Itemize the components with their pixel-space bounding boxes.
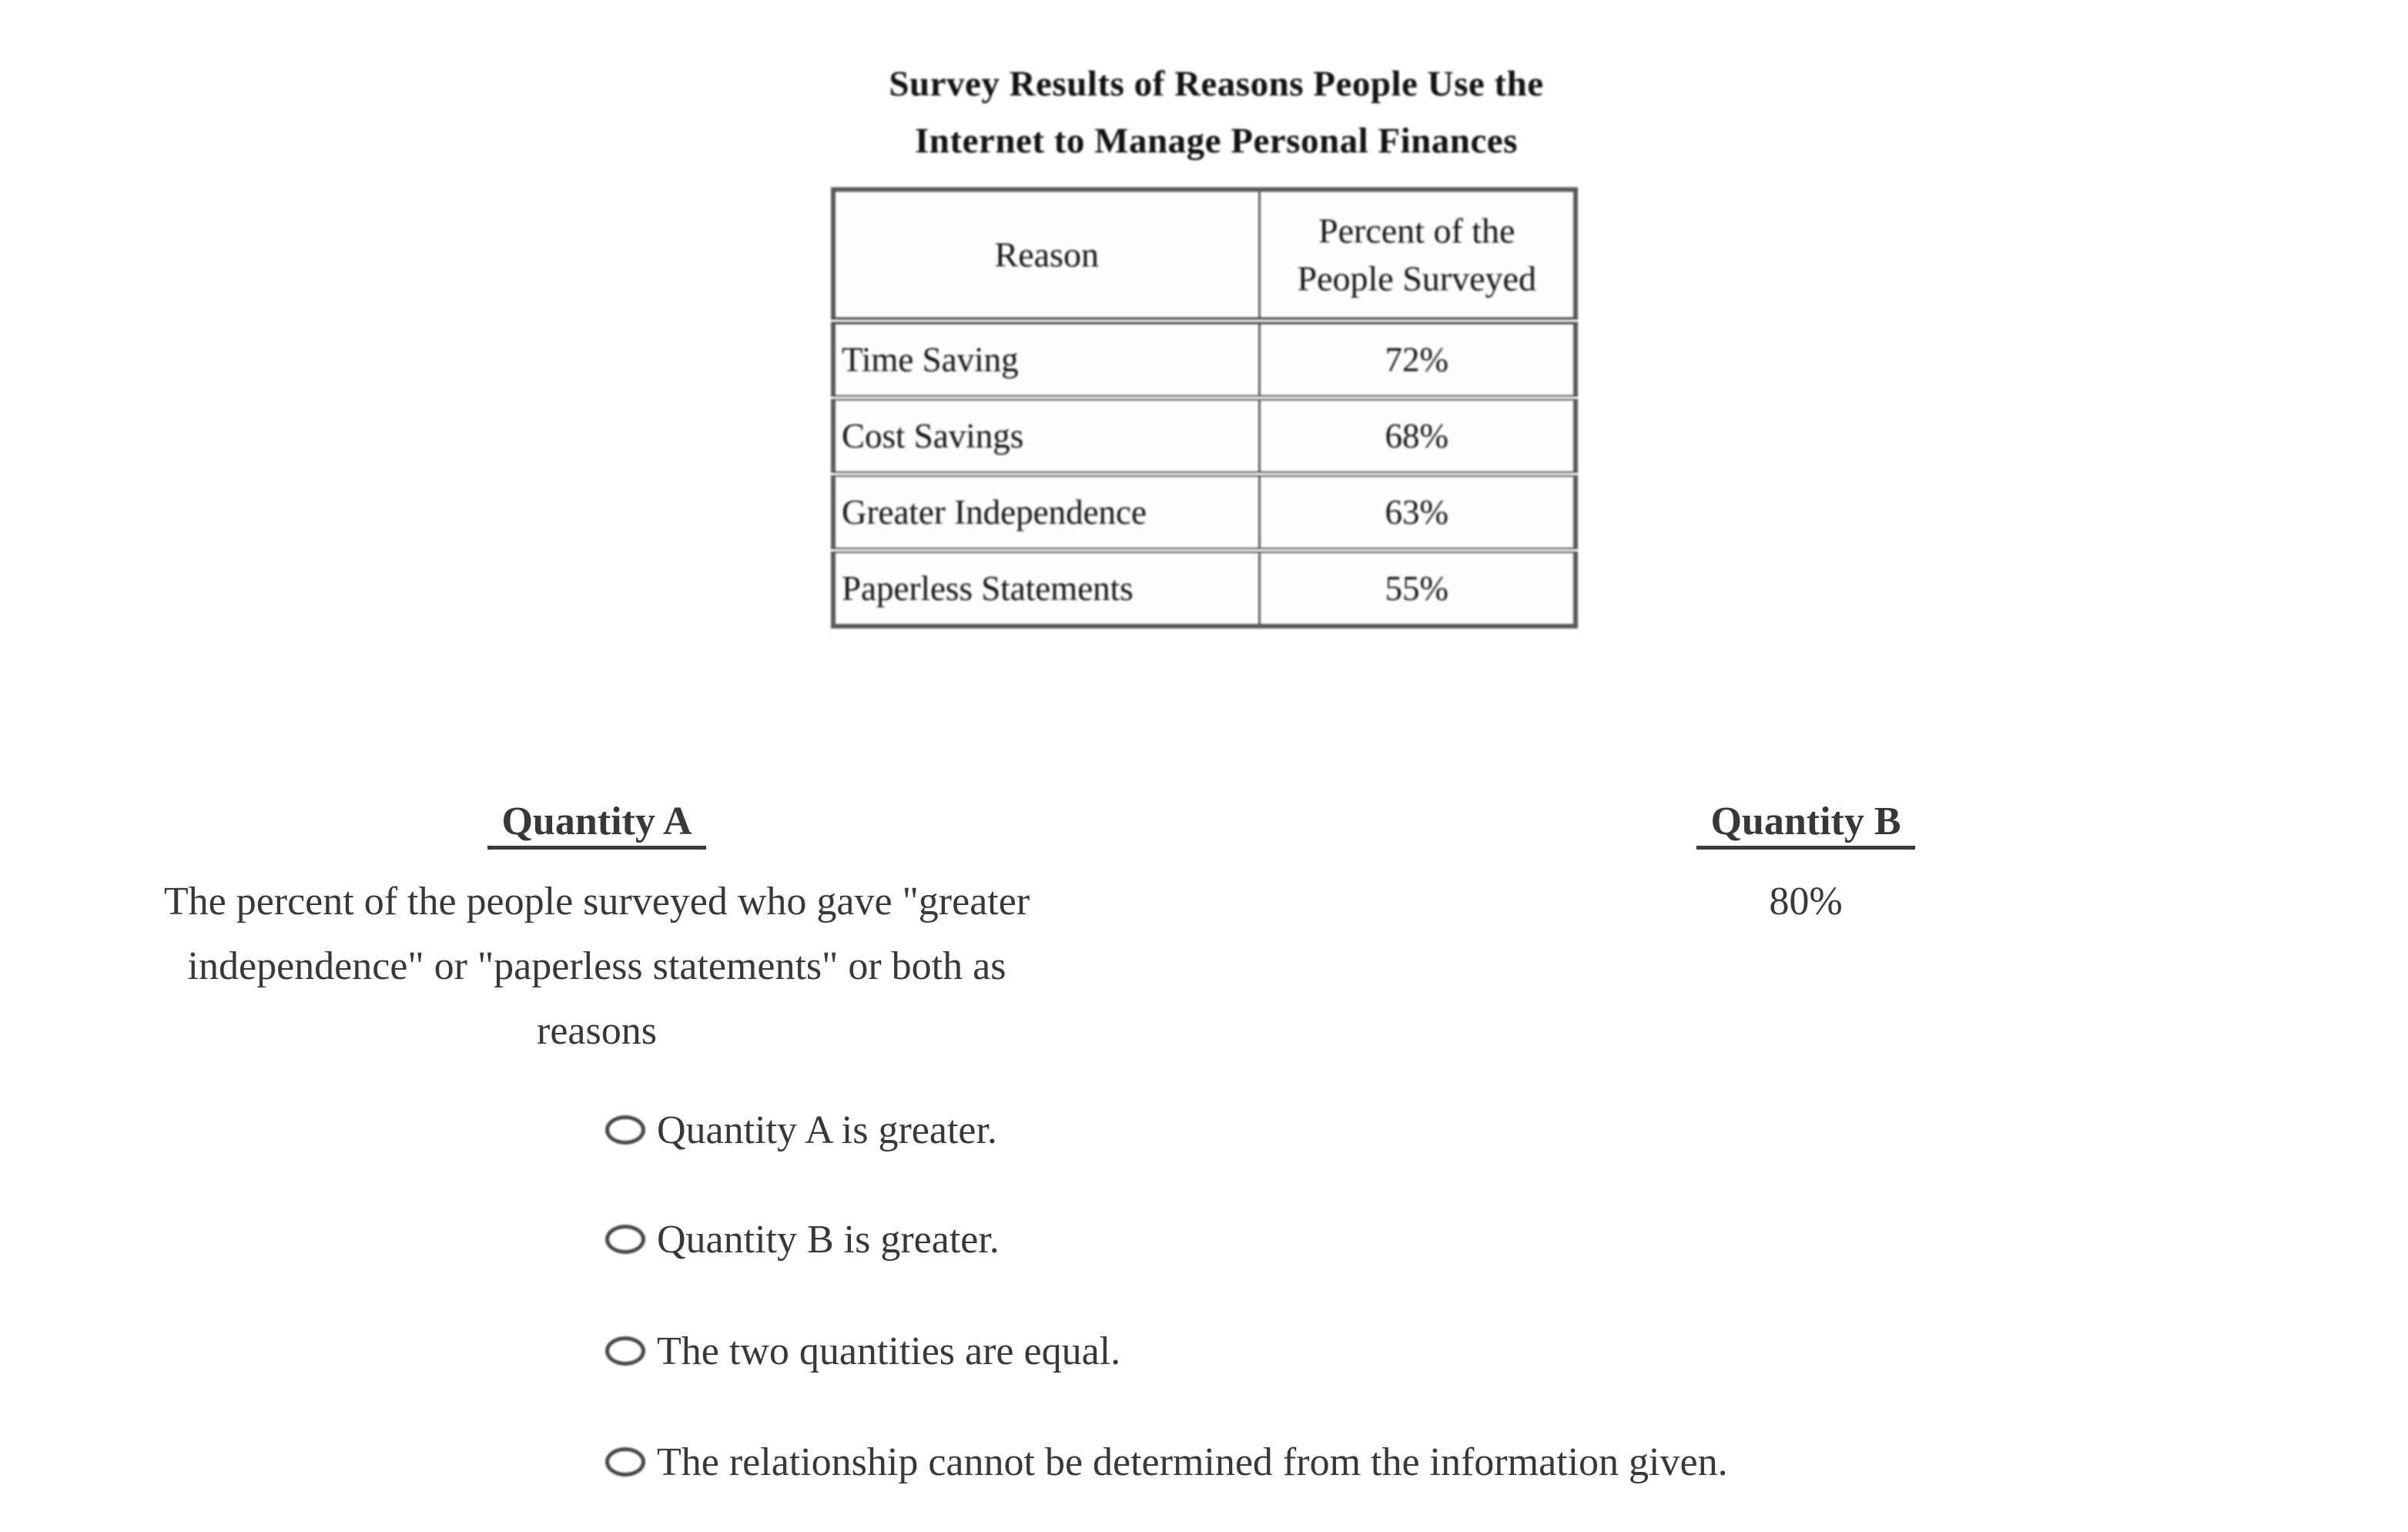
survey-figure — [0, 0, 2408, 662]
option-label: The two quantities are equal. — [657, 1329, 1121, 1373]
table-header-row — [833, 189, 1576, 321]
quantity-b-column — [1613, 800, 1998, 934]
quantity-a-text-line-1: The percent of the people surveyed who gave "greater — [163, 880, 1030, 924]
reason-cell: Cost Savings — [833, 398, 1259, 474]
quantity-b-value: 80% — [1769, 880, 1843, 924]
percent-cell: 55% — [1385, 569, 1448, 608]
radio-button-icon[interactable] — [605, 1447, 645, 1477]
survey-table-wrap — [831, 187, 1578, 629]
quantity-b-heading: Quantity B — [1696, 800, 1914, 850]
survey-table — [831, 187, 1578, 629]
option-label: The relationship cannot be determined from the information given. — [657, 1440, 1728, 1484]
quantity-a-column — [96, 800, 1097, 1064]
radio-button-icon[interactable] — [605, 1336, 645, 1366]
figure-title-line-2: Internet to Manage Personal Finances — [915, 121, 1518, 161]
option-label: Quantity A is greater. — [657, 1108, 997, 1152]
answer-option-quantity-a-greater[interactable] — [605, 1105, 997, 1155]
radio-button-icon[interactable] — [605, 1115, 645, 1145]
percent-cell: 68% — [1259, 398, 1576, 474]
figure-title-line-1: Survey Results of Reasons People Use the — [889, 64, 1544, 104]
percent-cell: 63% — [1259, 474, 1576, 551]
quantity-a-text-line-3: reasons — [537, 1009, 657, 1053]
reason-cell: Time Saving — [833, 321, 1259, 398]
column-header-percent: Percent of the People Surveyed — [1259, 189, 1576, 321]
table-row — [833, 398, 1576, 474]
answer-option-cannot-be-determined[interactable] — [605, 1437, 1728, 1487]
column-header-reason: Reason — [833, 189, 1259, 321]
radio-button-icon[interactable] — [605, 1225, 645, 1254]
reason-cell: Paperless Statements — [833, 551, 1259, 627]
option-label: Quantity B is greater. — [657, 1217, 1000, 1262]
quantity-a-text-line-2: independence" or "paperless statements" or both as — [187, 944, 1006, 988]
table-row — [833, 321, 1576, 398]
figure-title — [12, 55, 2408, 169]
answer-option-quantities-equal[interactable] — [605, 1326, 1120, 1376]
reason-cell: Greater Independence — [833, 474, 1259, 551]
percent-cell: 72% — [1259, 321, 1576, 398]
table-row — [833, 551, 1576, 627]
quantity-a-text — [96, 870, 1097, 1064]
table-row — [833, 474, 1576, 551]
quantity-a-heading: Quantity A — [487, 800, 705, 850]
answer-option-quantity-b-greater[interactable] — [605, 1215, 1000, 1264]
